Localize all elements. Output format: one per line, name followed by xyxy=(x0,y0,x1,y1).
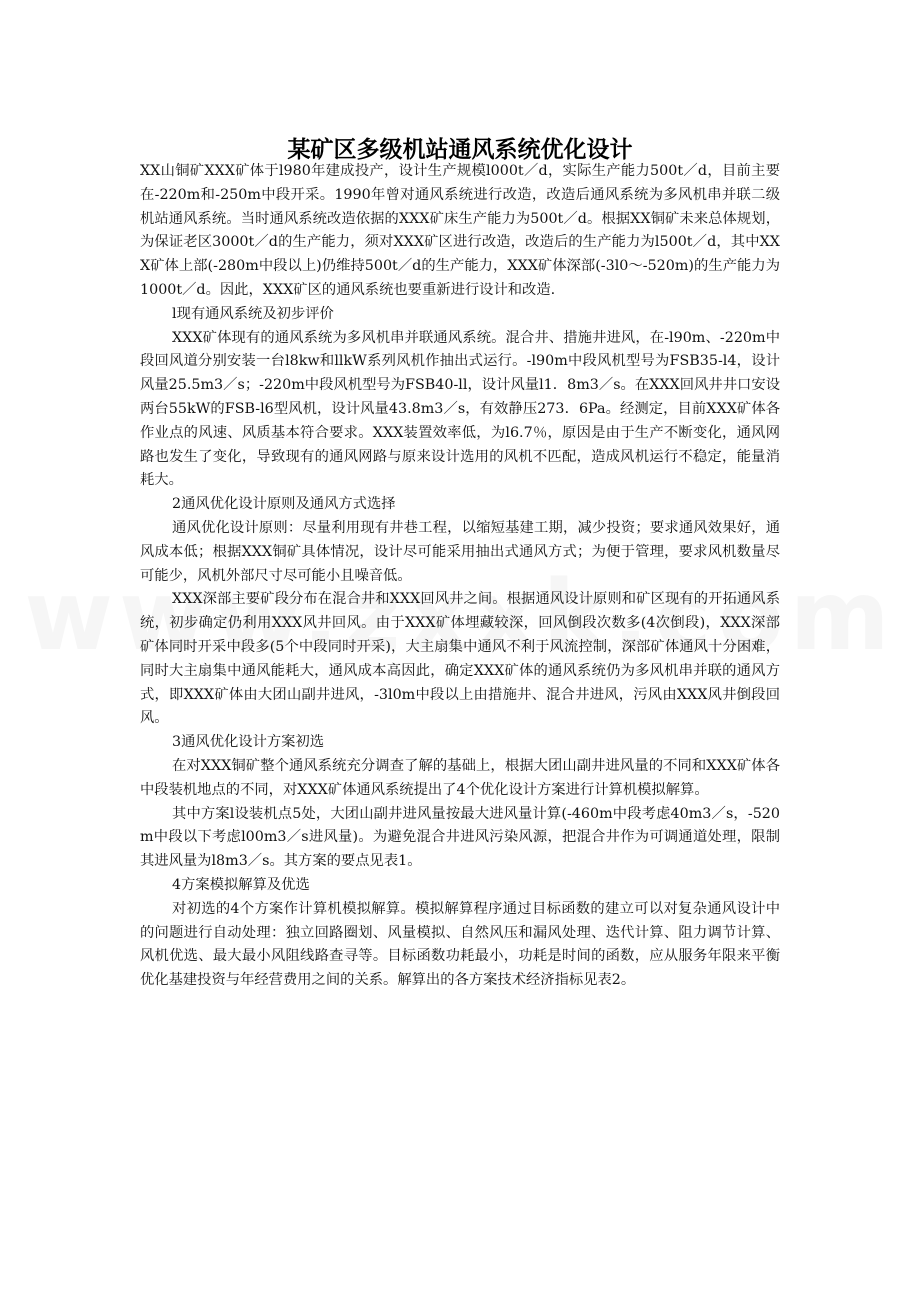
section-heading: 3通风优化设计方案初选 xyxy=(172,734,325,751)
body-paragraph: 对初选的4个方案作计算机模拟解算。模拟解算程序通过目标函数的建立可以对复杂通风设计中的问题进行自动处理：独立回路圈划、风量模拟、自然风压和漏风处理、迭代计算、阻力调节计算、风机优选、最大最小风阻线路查寻等。目标函数功耗最小，功耗是时间的函数，应从服务年限来平衡优化基建投资与年经营费用之间的关系。解算出的各方案技术经济指标见表2。 xyxy=(140,900,780,989)
body-paragraph: XX山铜矿XXX矿体于l980年建成投产，设计生产规模l000t／d，实际生产能力500t／d，目前主要在-220m和-250m中段开采。1990年曾对通风系统进行改造，改造后通风系统为多风机串并联二级机站通风系统。当时通风系统改造依据的XXX矿床生产能力为500t／d。根据XX铜矿未来总体规划，为保证老区3000t／d的生产能力，须对XXX矿区进行改造，改造后的生产能力为l500t／d，其中XXX矿体上部(-280m中段以上)仍维持500t／d的生产能力，XXX矿体深部(-3l0～-520m)的生产能力为1000t／d。因此，XXX矿区的通风系统也要重新进行设计和改造. xyxy=(140,163,780,298)
document-body xyxy=(140,160,780,993)
body-paragraph: 在对XXX铜矿整个通风系统充分调查了解的基础上，根据大团山副井进风量的不同和XXX矿体各中段装机地点的不同，对XXX矿体通风系统提出了4个优化设计方案进行计算机模拟解算。 xyxy=(140,757,780,798)
body-paragraph: 通风优化设计原则：尽量利用现有井巷工程，以缩短基建工期，减少投资；要求通风效果好，通风成本低；根据XXX铜矿具体情况，设计尽可能采用抽出式通风方式；为便于管理，要求风机数量尽可能少，风机外部尺寸尽可能小且噪音低。 xyxy=(140,519,780,584)
section-heading: 4方案模拟解算及优选 xyxy=(172,876,310,893)
body-paragraph: 其中方案l设装机点5处，大团山副井进风量按最大进风量计算(-460m中段考虑40m3／s，-520m中段以下考虑l00m3／s进风量)。为避免混合井进风污染风源，把混合井作为可调通道处理，限制其进风量为l8m3／s。其方案的要点见表1。 xyxy=(140,805,780,870)
document-title: 某矿区多级机站通风系统优化设计 xyxy=(287,137,633,164)
body-paragraph: XXX深部主要矿段分布在混合井和XXX回风井之间。根据通风设计原则和矿区现有的开拓通风系统，初步确定仍利用XXX风井回风。由于XXX矿体埋藏较深，回风倒段次数多(4次倒段)，XXX深部矿体同时开采中段多(5个中段同时开采)，大主扇集中通风不利于风流控制，深部矿体通风十分困难，同时大主扇集中通风能耗大，通风成本高因此，确定XXX矿体的通风系统仍为多风机串并联的通风方式，即XXX矿体由大团山副井进风，-3l0m中段以上由措施井、混合井进风，污风由XXX风井倒段回风。 xyxy=(140,591,780,727)
body-paragraph: XXX矿体现有的通风系统为多风机串并联通风系统。混合井、措施井进风，在-l90m、-220m中段回风道分别安装一台l8kw和llkW系列风机作抽出式运行。-l90m中段风机型号为FSB35-l4，设计风量25.5m3／s；-220m中段风机型号为FSB40-ll，设计风量l1．8m3／s。在XXX回风井井口安设两台55kW的FSB-l6型风机，设计风量43.8m3／s，有效静压273．6Pa。经测定，目前XXX矿体各作业点的风速、风质基本符合要求。XXX装置效率低，为l6.7％，原因是由于生产不断变化，通风网路也发生了变化，导致现有的通风网路与原来设计选用的风机不匹配，造成风机运行不稳定，能量消耗大。 xyxy=(140,329,780,489)
section-heading: l现有通风系统及初步评价 xyxy=(172,305,334,322)
section-heading: 2通风优化设计原则及通风方式选择 xyxy=(172,496,396,513)
